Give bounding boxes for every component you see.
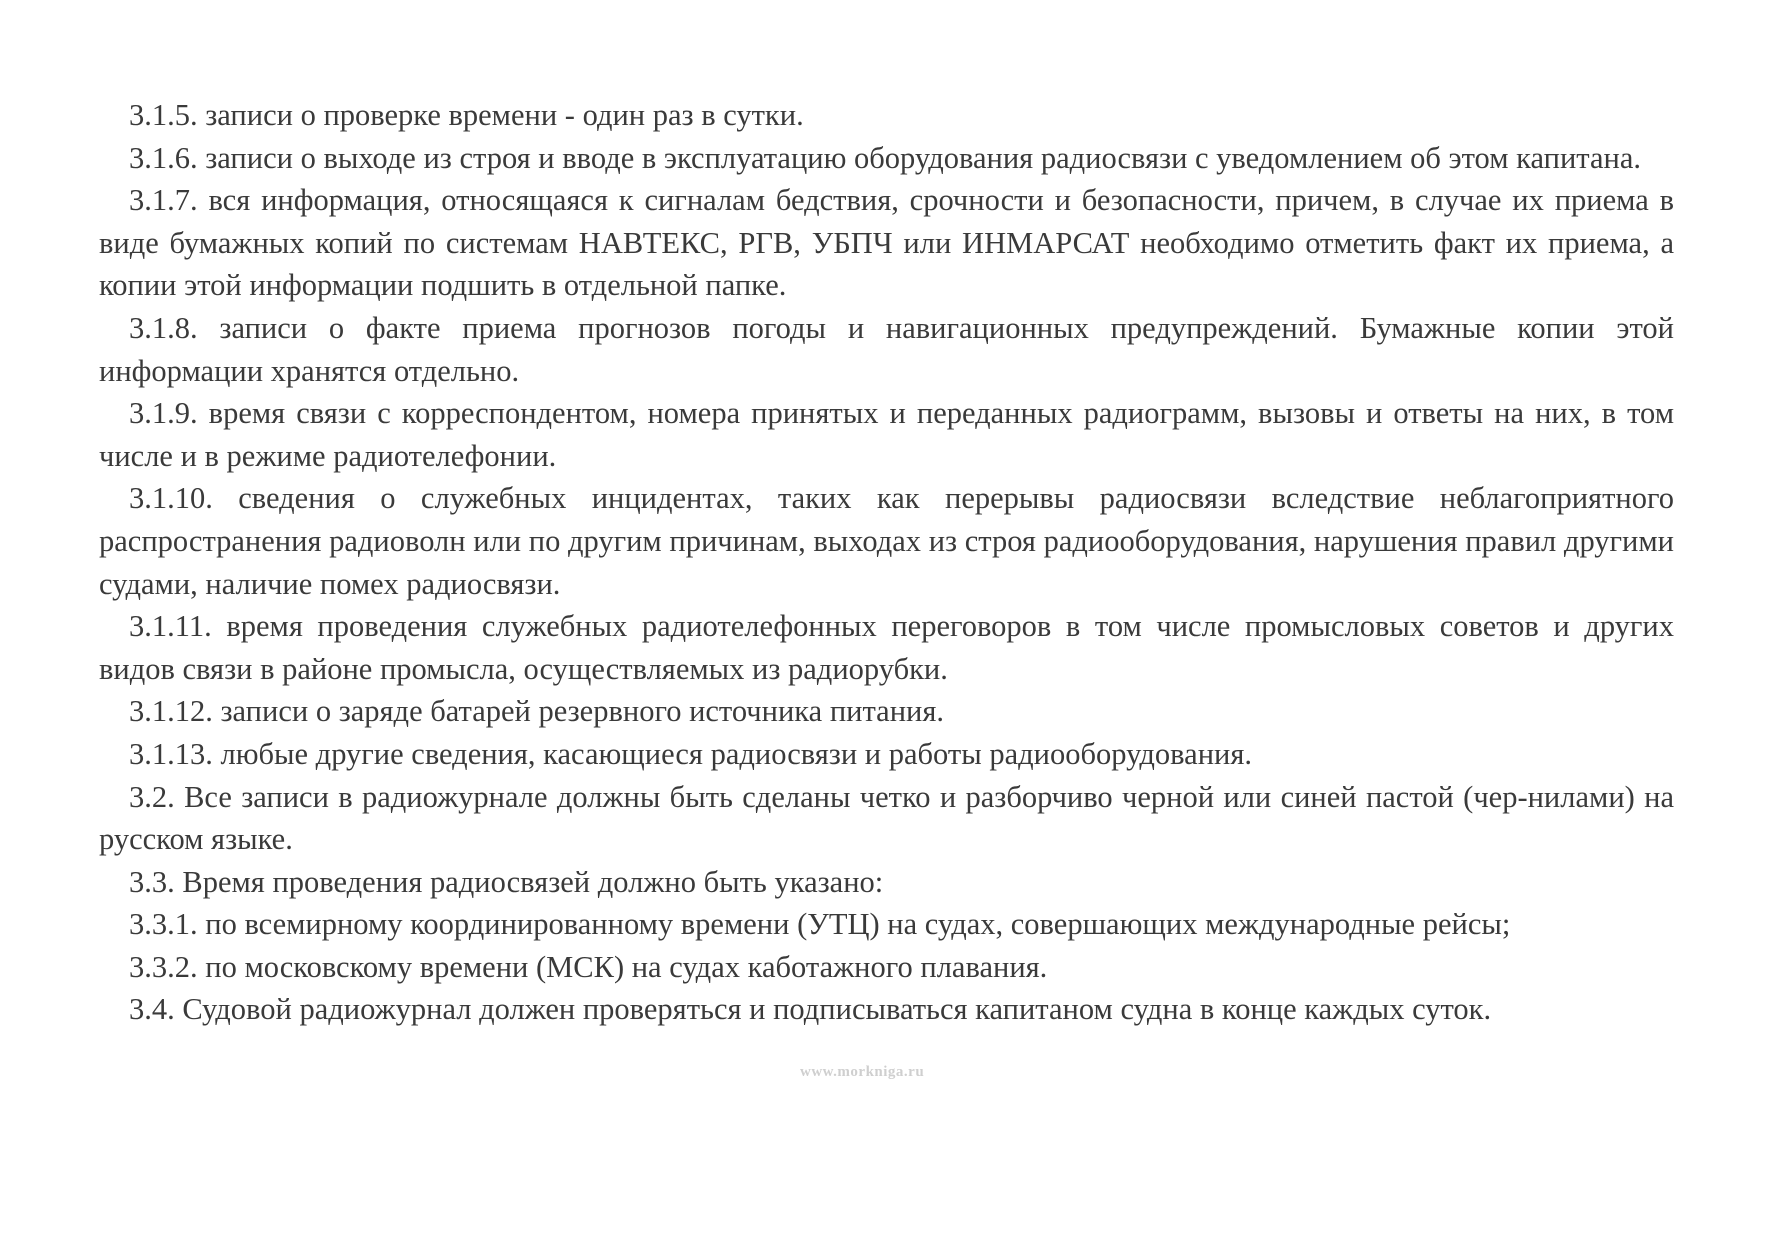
watermark-text: www.morkniga.ru <box>800 1064 925 1080</box>
paragraph-3-3-1: 3.3.1. по всемирному координированному времени (УТЦ) на судах, совершающих международные рейсы; <box>129 907 1511 942</box>
paragraph-3-3-2: 3.3.2. по московскому времени (МСК) на судах каботажного плавания. <box>129 949 1048 984</box>
paragraph-3-2: 3.2. Все записи в радиожурнале должны быть сделаны четко и разборчиво черной или синей пастой (чер-нилами) на русском языке. <box>99 779 1674 857</box>
paragraph-3-4: 3.4. Судовой радиожурнал должен проверяться и подписываться капитаном судна в конце каждых суток. <box>129 992 1492 1027</box>
paragraph-3-1-13: 3.1.13. любые другие сведения, касающиеся радиосвязи и работы радиооборудования. <box>129 736 1253 771</box>
paragraph-3-1-8: 3.1.8. записи о факте приема прогнозов погоды и навигационных предупреждений. Бумажные копии этой информации хранятся отдельно. <box>99 310 1674 388</box>
paragraph-3-1-5: 3.1.5. записи о проверке времени - один раз в сутки. <box>129 98 804 132</box>
paragraph-3-1-6: 3.1.6. записи о выходе из строя и вводе в эксплуатацию оборудования радиосвязи с уведомлением об этом капитана. <box>129 140 1641 175</box>
paragraph-3-1-9: 3.1.9. время связи с корреспондентом, номера принятых и переданных радиограмм, вызовы и ответы на них, в том числе и в режиме радиотелефонии. <box>99 396 1674 473</box>
document-text <box>99 94 1674 1031</box>
paragraph-3-1-7: 3.1.7. вся информация, относящаяся к сигналам бедствия, срочности и безопасности, причем, в случае их приема в виде бумажных копий по системам НАВТЕКС, РГВ, УБПЧ или ИНМАРСАТ необходимо отметить факт их приема, а копии этой информации подшить в отдельной папке. <box>99 183 1674 303</box>
paragraph-3-1-12: 3.1.12. записи о заряде батарей резервного источника питания. <box>129 694 944 729</box>
paragraph-3-1-10: 3.1.10. сведения о служебных инцидентах, таких как перерывы радиосвязи вследствие неблагоприятного распространения радиоволн или по другим причинам, выходах из строя радиооборудования, нарушения правил другими судами, наличие помех радиосвязи. <box>99 481 1674 601</box>
paragraph-3-3: 3.3. Время проведения радиосвязей должно быть указано: <box>129 864 884 899</box>
paragraph-3-1-11: 3.1.11. время проведения служебных радиотелефонных переговоров в том числе промысловых советов и других видов связи в районе промысла, осуществляемых из радиорубки. <box>99 609 1674 686</box>
